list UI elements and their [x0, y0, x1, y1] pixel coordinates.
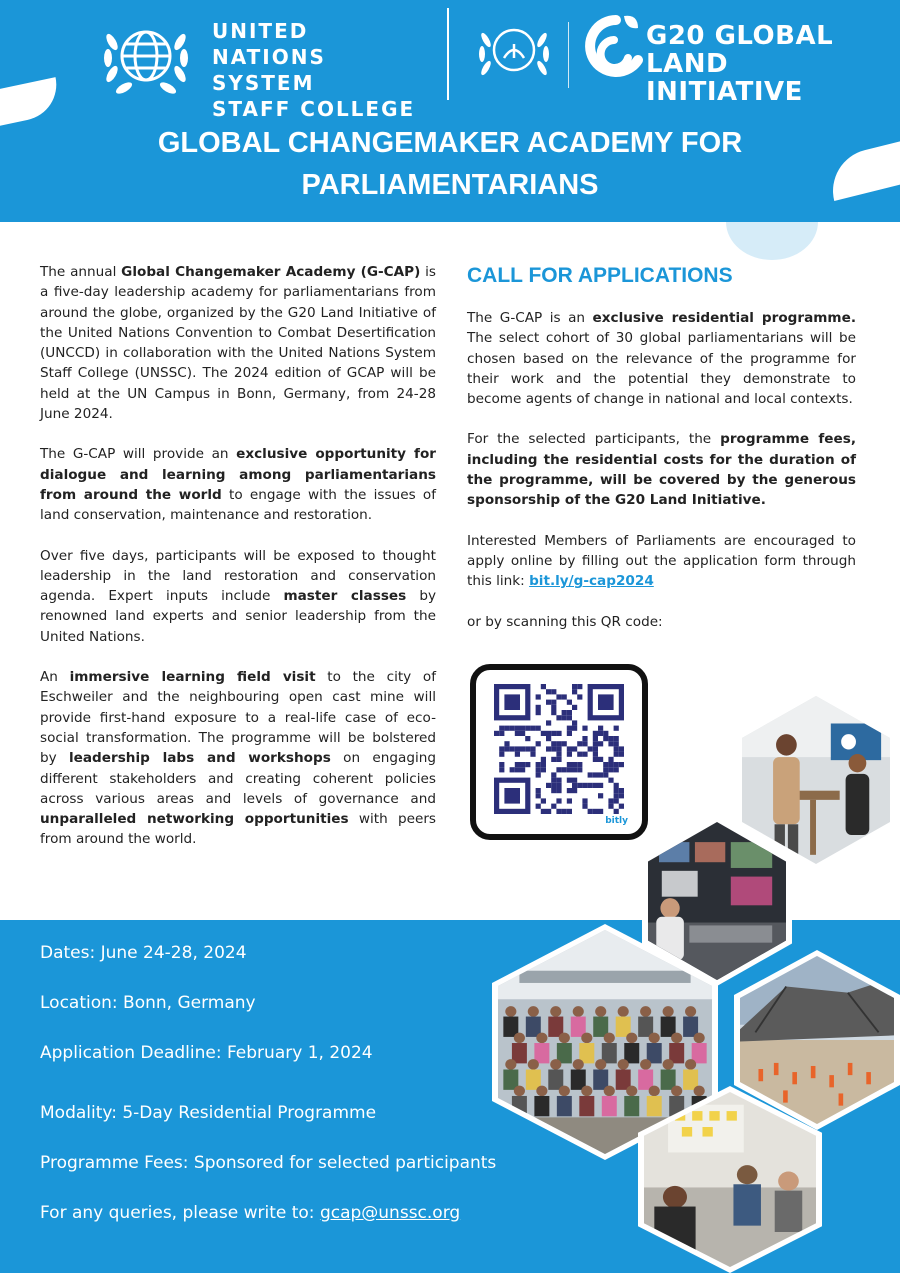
content-paragraph — [40, 546, 436, 647]
location-line: Location: Bonn, Germany — [40, 993, 256, 1013]
dates-line: Dates: June 24-28, 2024 — [40, 943, 247, 963]
text-span: to the city of Eschweiler and the neighbouring open cast mine will provide first-hand exposure to a real-life case of eco-social transformation. The programme will be bolstered by — [40, 669, 436, 767]
bold-text: exclusive residential programme. — [592, 310, 856, 326]
fees-line: Programme Fees: Sponsored for selected participants — [40, 1153, 497, 1173]
logo-divider — [447, 8, 449, 100]
field-visit-paragraph — [40, 667, 436, 850]
header-banner — [0, 0, 900, 222]
text-span: is a five-day leadership academy for parliamentarians from around the globe, organized by the G20 Land Initiative of the United Nations Convention to Combat Desertification (UNCCD) in collaboration with the United Nations System Staff College (UNSSC). The 2024 edition of GCAP will be held at the UN Campus in Bonn, Germany, from 24-28 June 2024. — [40, 264, 436, 423]
text-span: Interested Members of Parliaments are encouraged to apply online by filling out the application form through this link: — [467, 532, 856, 590]
text-span: An — [40, 669, 70, 686]
text-span: The select cohort of 30 global parliamentarians will be chosen based on the relevance of the programme for their work and the potential they demonstrate to become agents of change in national and local contexts. — [467, 330, 856, 408]
logo-separator — [568, 22, 569, 88]
bold-text: immersive learning field visit — [69, 669, 316, 686]
bold-text: unparalleled networking opportunities — [40, 811, 349, 828]
text-span: by renowned land experts and senior leadership from the United Nations. — [40, 588, 436, 645]
unccd-emblem-icon — [474, 14, 554, 94]
apply-paragraph — [467, 531, 856, 592]
intro-paragraph — [40, 262, 436, 424]
qr-code[interactable] — [494, 684, 624, 814]
fees-paragraph — [467, 429, 856, 510]
qr-code-card[interactable] — [470, 664, 648, 840]
qr-instruction: or by scanning this QR code: — [467, 613, 663, 630]
text-span: to engage with the issues of land conservation, maintenance and restoration. — [40, 486, 436, 524]
application-link[interactable]: bit.ly/g-cap2024 — [529, 573, 654, 590]
unssc-logo-line: STAFF COLLEGE — [212, 97, 416, 121]
bold-text: master classes — [283, 588, 407, 605]
text-span: For the selected participants, the — [467, 431, 721, 448]
modality-line: Modality: 5-Day Residential Programme — [40, 1103, 377, 1123]
page-title — [0, 122, 900, 206]
text-span: The G-CAP is an — [467, 310, 593, 326]
text-span: Over five days, participants will be exposed to thought leadership in the land restoration and conservation agenda. Expert inputs include — [40, 547, 436, 605]
text-span: The annual — [40, 264, 122, 280]
call-for-applications-column — [467, 264, 856, 652]
bold-text: exclusive opportunity for dialogue and learning among parliamentarians from around the world — [40, 446, 436, 503]
bold-text: Global Changemaker Academy (G-CAP) — [121, 264, 421, 280]
text-span: The G-CAP will provide an — [40, 446, 237, 463]
unssc-logo-line: SYSTEM — [212, 71, 315, 95]
g20-logo-line: G20 GLOBAL — [646, 21, 834, 51]
opportunity-paragraph — [40, 444, 436, 525]
g20-logo-line: LAND INITIATIVE — [646, 49, 803, 107]
queries-line — [40, 1202, 460, 1224]
programme-paragraph — [467, 308, 856, 409]
bitly-label: bitly — [605, 816, 628, 826]
bold-text: programme fees, including the residential costs for the duration of the programme, will be covered by the generous sponsorship of the G20 Land Initiative. — [467, 431, 856, 509]
call-for-applications-heading: CALL FOR APPLICATIONS — [467, 264, 733, 287]
queries-prefix: For any queries, please write to: — [40, 1203, 320, 1223]
contact-email-link[interactable]: gcap@unssc.org — [319, 1203, 461, 1223]
deadline-line: Application Deadline: February 1, 2024 — [40, 1043, 373, 1063]
text-span: on engaging different stakeholders and creating coherent policies across various areas and levels of governance and — [40, 750, 437, 807]
intro-column — [40, 262, 436, 870]
unssc-logo — [98, 12, 418, 121]
page-title-line: PARLIAMENTARIANS — [301, 169, 599, 201]
text-span: with peers from around the world. — [40, 811, 436, 848]
unssc-logo-line: UNITED NATIONS — [212, 19, 326, 69]
decorative-arc — [726, 222, 818, 260]
decorative-swoosh — [0, 77, 63, 127]
g20-leaf-mark-icon — [580, 12, 644, 90]
un-emblem-icon — [98, 12, 194, 104]
page-title-line: GLOBAL CHANGEMAKER ACADEMY FOR — [157, 127, 743, 159]
g20-land-initiative-logo — [474, 10, 884, 107]
bold-text: leadership labs and workshops — [69, 750, 331, 767]
